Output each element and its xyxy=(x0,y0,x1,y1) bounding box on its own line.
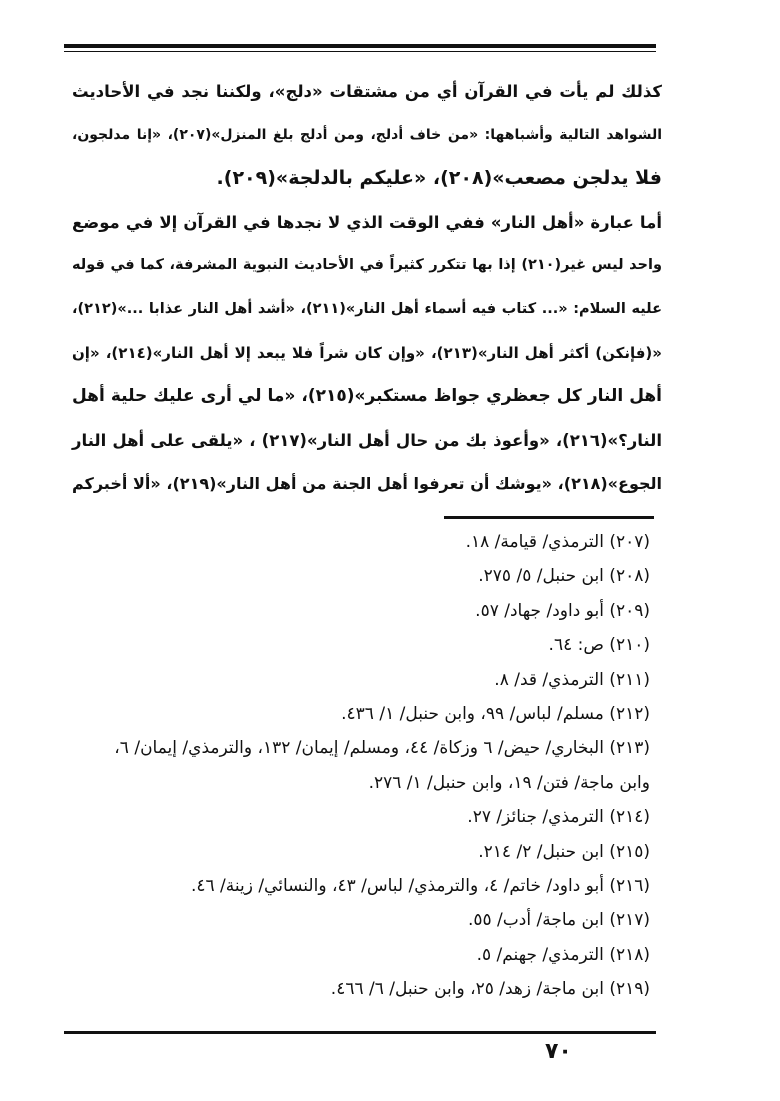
footnote: (٢١٤) الترمذي/ جنائز/ ٢٧. xyxy=(467,807,650,828)
footnote: (٢٠٨) ابن حنبل/ ٥/ ٢٧٥. xyxy=(478,566,650,587)
main-text xyxy=(72,70,662,506)
footnote-separator xyxy=(444,516,654,519)
footnote: (٢١٥) ابن حنبل/ ٢/ ٢١٤. xyxy=(478,841,650,862)
text-line: واحد ليس غير(٢١٠) إذا بها تتكرر كثيراً في الأحاديث النبوية المشرفة، كما في قوله xyxy=(72,257,662,274)
footnote: (٢١٦) أبو داود/ خاتم/ ٤، والترمذي/ لباس/ ٤٣، والنسائي/ زينة/ ٤٦. xyxy=(190,875,650,896)
footnotes xyxy=(30,525,650,1006)
text-line: فلا يدلجن مصعب»(٢٠٨)، «عليكم بالدلجة»(٢٠٩). xyxy=(216,167,662,190)
footnote: (٢١٠) ص: ٦٤. xyxy=(548,635,650,656)
text-line: أما عبارة «أهل النار» ففي الوقت الذي لا نجدها في القرآن إلا في موضع xyxy=(72,212,662,232)
text-line: النار؟»(٢١٦)، «وأعوذ بك من حال أهل النار»(٢١٧) ، «يلقى على أهل النار xyxy=(72,430,663,450)
page-number: ٧٠ xyxy=(545,1039,572,1064)
footnote-continuation: وابن ماجة/ فتن/ ١٩، وابن حنبل/ ١/ ٢٧٦. xyxy=(368,772,650,793)
footnote: (٢١٢) مسلم/ لباس/ ٩٩، وابن حنبل/ ١/ ٤٣٦. xyxy=(341,703,650,724)
top-rule xyxy=(64,44,656,48)
footnote: (٢٠٧) الترمذي/ قيامة/ ١٨. xyxy=(465,532,650,552)
footnote: (٢١١) الترمذي/ قد/ ٨. xyxy=(494,669,650,690)
text-line: الشواهد التالية وأشباهها: «من خاف أدلج، ومن أدلج بلغ المنزل»(٢٠٧)، «إنا مدلجون، xyxy=(72,126,662,143)
text-line: «(فإنكن) أكثر أهل النار»(٢١٣)، «وإن كان شراً فلا يبعد إلا أهل النار»(٢١٤)، «إن xyxy=(72,343,662,362)
top-rule-thin xyxy=(64,51,656,52)
footnote: (٢١٩) ابن ماجة/ زهد/ ٢٥، وابن حنبل/ ٦/ ٤٦٦. xyxy=(330,979,650,1000)
footnote: (٢١٣) البخاري/ حيض/ ٦ وزكاة/ ٤٤، ومسلم/ إيمان/ ١٣٢، والترمذي/ إيمان/ ٦، xyxy=(114,738,650,759)
footnote: (٢٠٩) أبو داود/ جهاد/ ٥٧. xyxy=(475,600,650,621)
footnote: (٢١٧) ابن ماجة/ أدب/ ٥٥. xyxy=(467,910,650,931)
text-line: عليه السلام: «... كتاب فيه أسماء أهل النار»(٢١١)، «أشد أهل النار عذابا ...»(٢١٢)، xyxy=(72,300,662,317)
footnote: (٢١٨) الترمذي/ جهنم/ ٥. xyxy=(476,944,650,965)
text-line: أهل النار كل جعظري جواظ مستكبر»(٢١٥)، «ما لي أرى عليك حلية أهل xyxy=(72,386,662,407)
text-line: الجوع»(٢١٨)، «يوشك أن تعرفوا أهل الجنة من أهل النار»(٢١٩)، «ألا أخبركم xyxy=(72,474,662,494)
bottom-rule xyxy=(64,1031,656,1034)
text-line: كذلك لم يأت في القرآن أي من مشتقات «دلج»، ولكننا نجد في الأحاديث xyxy=(72,82,662,101)
